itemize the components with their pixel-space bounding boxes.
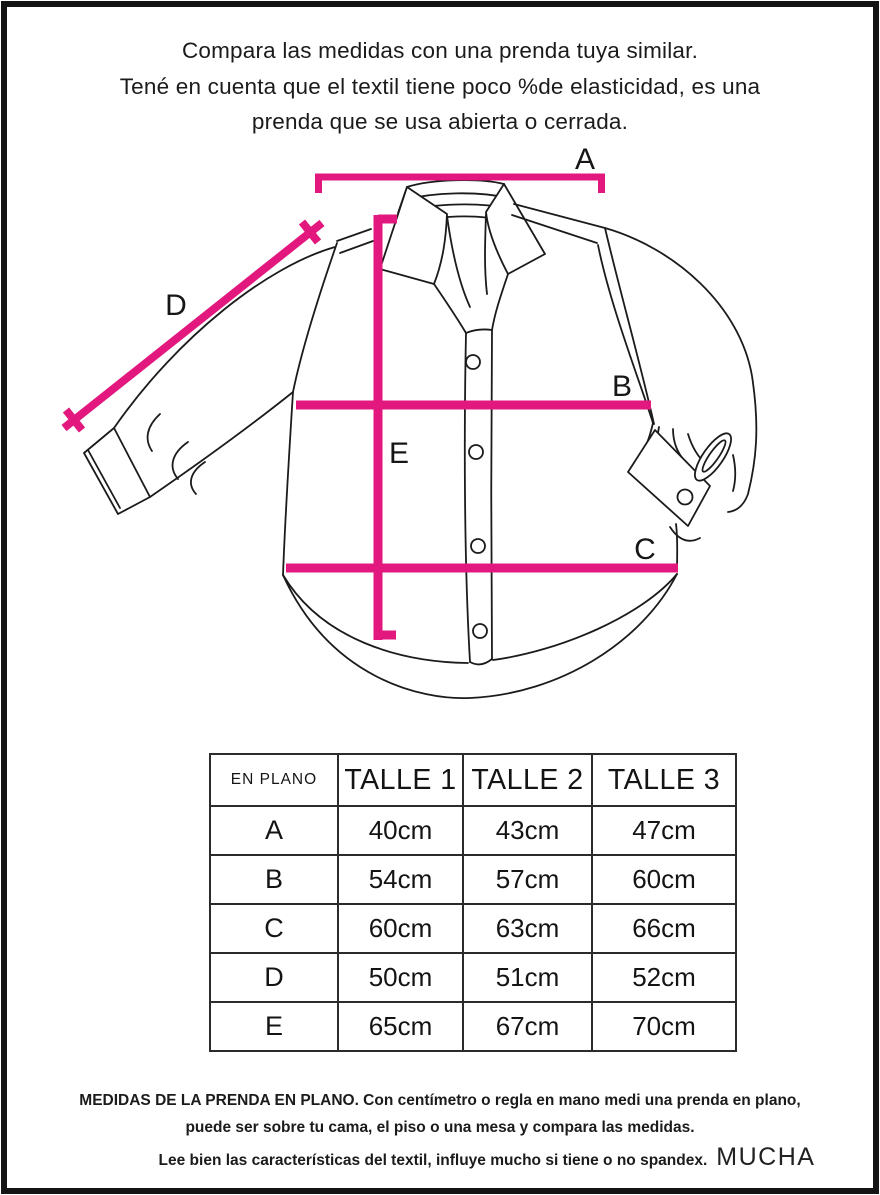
left-gather-1: [148, 414, 160, 451]
left-armhole: [293, 243, 337, 392]
neckline-left: [434, 284, 466, 333]
measure-label-c: C: [634, 533, 656, 566]
cell-c-talle1: 60cm: [338, 904, 463, 953]
footer-line-2: puede ser sobre tu cama, el piso o una mesa y compara las medidas.: [185, 1119, 695, 1136]
placket-bottom: [470, 659, 492, 664]
brand-logo: MUCHA: [716, 1143, 816, 1171]
cell-b-talle2: 57cm: [463, 855, 592, 904]
table-row-d: [210, 953, 736, 1002]
collar-band-top: [407, 180, 504, 187]
intro-line-2: Tené en cuenta que el textil tiene poco %de elasticidad, es una: [119, 73, 761, 99]
cell-b-talle1: 54cm: [338, 855, 463, 904]
button-2: [469, 445, 483, 459]
size-table: [209, 753, 737, 1052]
measure-label-d: D: [165, 289, 187, 322]
hem-front-right: [493, 574, 677, 660]
row-label-a: A: [210, 806, 338, 855]
cell-a-talle3: 47cm: [592, 806, 736, 855]
table-row-a: [210, 806, 736, 855]
cuff-button: [678, 490, 693, 505]
row-label-c: C: [210, 904, 338, 953]
table-header-en-plano: EN PLANO: [210, 754, 338, 806]
measure-label-b: B: [611, 370, 633, 403]
lapel-fold-left: [447, 216, 470, 307]
lapel-fold-right: [485, 214, 487, 294]
cell-b-talle3: 60cm: [592, 855, 736, 904]
left-sleeve-inner: [150, 392, 293, 497]
table-header-talle-2: TALLE 2: [463, 754, 592, 806]
placket-left: [465, 333, 470, 662]
button-4: [473, 624, 487, 638]
button-1: [466, 355, 480, 369]
cell-a-talle1: 40cm: [338, 806, 463, 855]
table-header-talle-3: TALLE 3: [592, 754, 736, 806]
cell-d-talle2: 51cm: [463, 953, 592, 1002]
table-header-talle-1: TALLE 1: [338, 754, 463, 806]
measure-line-e: [378, 215, 397, 640]
placket-right: [491, 330, 492, 659]
neckline-right: [492, 274, 508, 330]
row-label-e: E: [210, 1002, 338, 1051]
intro-line-1: Compara las medidas con una prenda tuya similar.: [181, 38, 699, 63]
measure-line-a: [315, 174, 605, 193]
intro-line-3: prenda que se usa abierta o cerrada.: [251, 109, 629, 134]
cell-d-talle3: 52cm: [592, 953, 736, 1002]
right-sleeve-tip: [670, 527, 700, 541]
table-row-e: [210, 1002, 736, 1051]
measure-lines: [64, 174, 678, 640]
cell-c-talle2: 63cm: [463, 904, 592, 953]
footer-text: [0, 1087, 880, 1174]
cell-d-talle1: 50cm: [338, 953, 463, 1002]
row-label-d: D: [210, 953, 338, 1002]
table-row-b: [210, 855, 736, 904]
cell-e-talle3: 70cm: [592, 1002, 736, 1051]
cell-a-talle2: 43cm: [463, 806, 592, 855]
row-label-b: B: [210, 855, 338, 904]
measure-label-a: A: [574, 143, 596, 176]
collar-flap-left: [380, 187, 447, 284]
table-row-c: [210, 904, 736, 953]
cell-c-talle3: 66cm: [592, 904, 736, 953]
measure-label-e: E: [388, 437, 410, 470]
right-gather-4: [733, 455, 735, 491]
button-3: [471, 539, 485, 553]
left-gather-2: [173, 442, 188, 479]
yoke-left-1: [337, 229, 371, 241]
shirt-line-art: [84, 180, 756, 698]
collar-flap-right: [486, 184, 545, 274]
placket-top: [466, 329, 492, 333]
left-side-seam: [283, 392, 293, 575]
footer-line-1: MEDIDAS DE LA PRENDA EN PLANO. Con centímetro o regla en mano medi una prenda en plano,: [79, 1092, 801, 1109]
footer-line-3-text: Lee bien las características del textil, influye mucho si tiene o no spandex.: [158, 1152, 708, 1169]
footer-line-3: [47, 1144, 880, 1174]
table-header-row: [210, 754, 736, 806]
cell-e-talle2: 67cm: [463, 1002, 592, 1051]
cell-e-talle1: 65cm: [338, 1002, 463, 1051]
yoke-left-2: [340, 241, 373, 253]
